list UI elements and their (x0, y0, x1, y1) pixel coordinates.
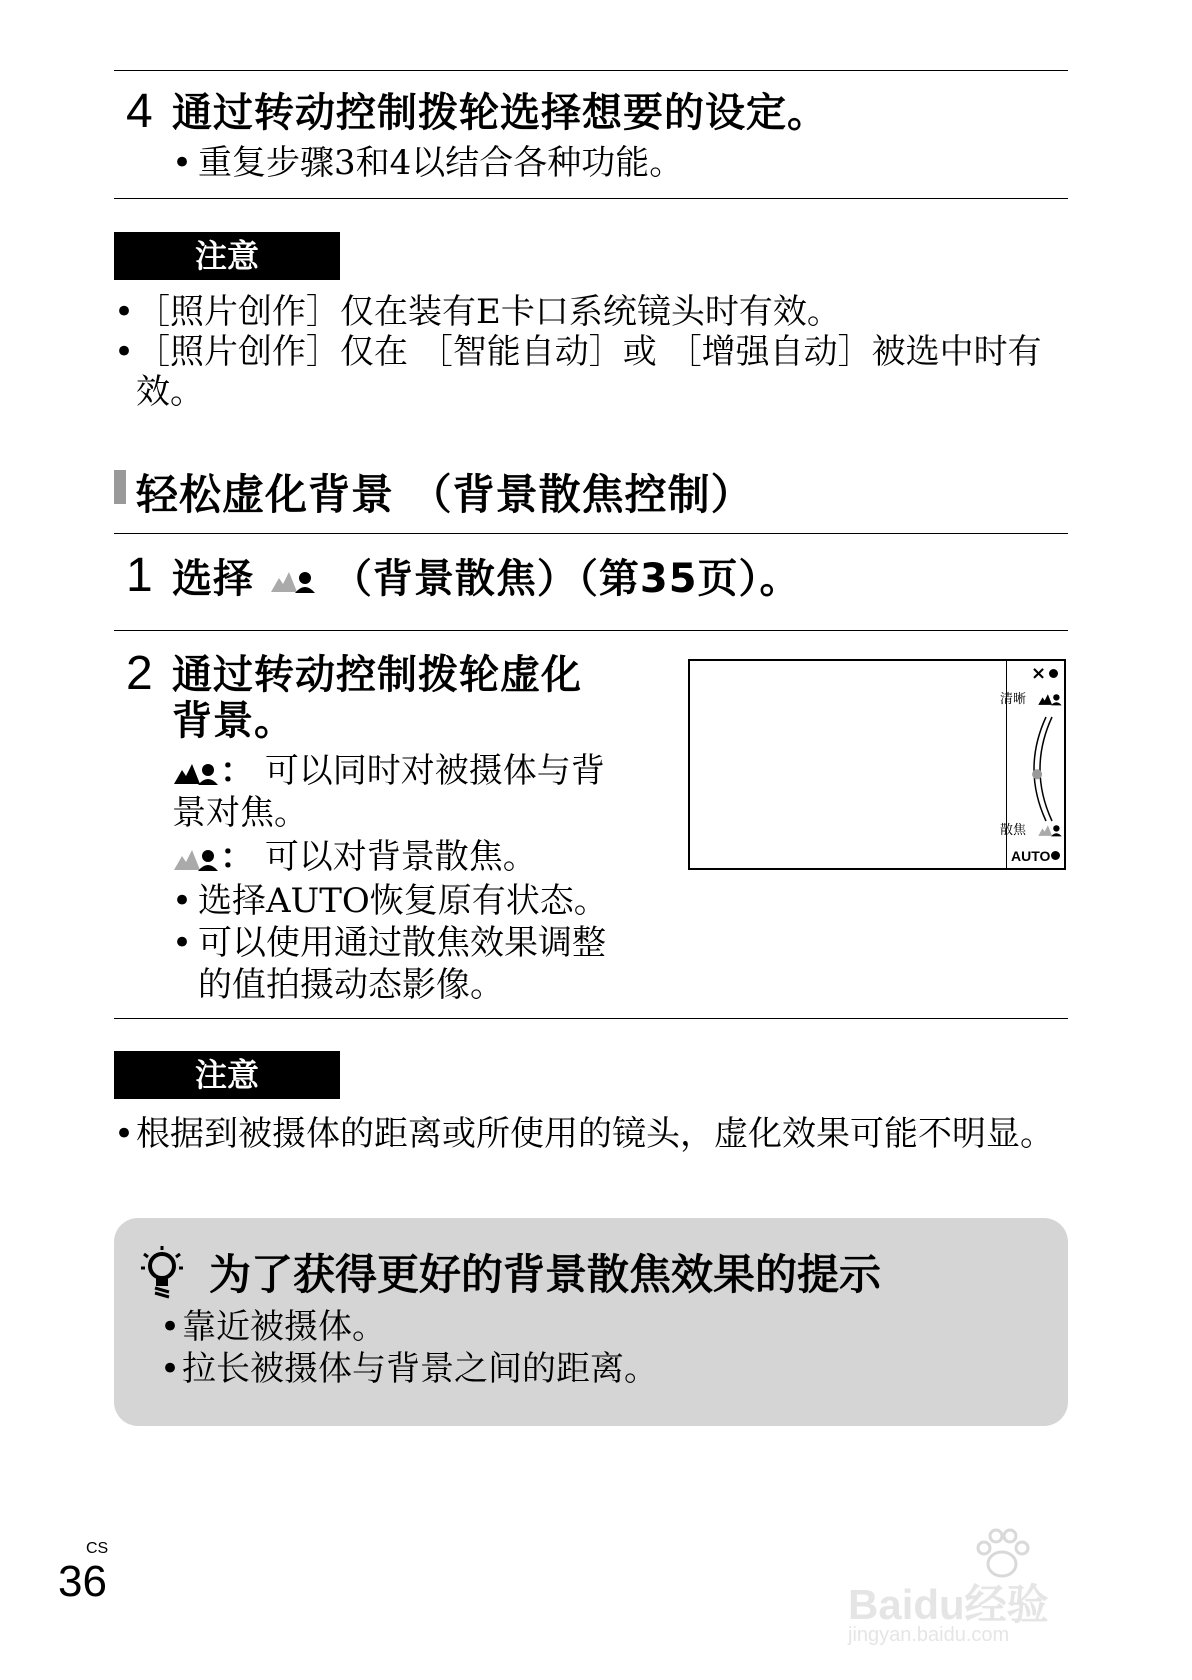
tip-item: • 拉长被摄体与背景之间的距离。 (160, 1348, 658, 1390)
close-symbol: × (1031, 663, 1047, 684)
sharp-desc-text: 可以同时对被摄体与背景对焦。 (172, 751, 605, 833)
background-defocus-icon (172, 844, 220, 874)
divider (114, 630, 1068, 631)
blur-desc-text: 可以对背景散焦。 (264, 837, 537, 877)
language-code: CS (86, 1540, 109, 1557)
sharp-background-icon (172, 758, 220, 788)
watermark-url: jingyan.baidu.com (848, 1624, 1010, 1646)
lightbulb-icon (140, 1244, 184, 1300)
note-list (114, 292, 1074, 412)
step-2-bullet: • 选择AUTO恢复原有状态。 (172, 880, 632, 922)
top-rule (114, 70, 1068, 71)
defocus-slider (1016, 713, 1066, 825)
step-2-number: 2 (126, 647, 153, 700)
step-1-title (172, 556, 801, 602)
blur-description: ： 可以对背景散焦。 (172, 836, 622, 878)
clear-label: 清晰 (1000, 692, 1027, 707)
watermark-brand: Baidu经验 (848, 1581, 1049, 1628)
camera-screen-illustration (688, 659, 1066, 870)
note-item: • ［照片创作］仅在 ［智能自动］或 ［增强自动］被选中时有效。 (114, 332, 1076, 412)
step-1-number: 1 (126, 549, 153, 602)
sharp-background-icon (1037, 691, 1063, 707)
tip-title: 为了获得更好的背景散焦效果的提示 (209, 1250, 882, 1299)
background-defocus-icon (269, 566, 317, 596)
step-4-number: 4 (126, 85, 153, 138)
divider (114, 533, 1068, 534)
sharp-description: ： 可以同时对被摄体与背景对焦。 (172, 751, 605, 833)
step-1-suffix: （背景散焦）（第35页）。 (331, 556, 801, 602)
note-item: • ［照片创作］仅在装有E卡口系统镜头时有效。 (114, 292, 1074, 332)
tip-list (160, 1306, 658, 1390)
tip-item: • 靠近被摄体。 (160, 1306, 658, 1348)
note-label: 注意 (114, 232, 340, 280)
slider-knob (1032, 769, 1042, 779)
note-label: 注意 (114, 1051, 340, 1099)
note-list (114, 1114, 1054, 1154)
baidu-watermark (842, 1528, 1142, 1648)
divider (114, 198, 1068, 199)
step-2-bullets (172, 880, 632, 1006)
defocus-label: 散焦 (1000, 823, 1027, 838)
step-2-bullet: • 可以使用通过散焦效果调整的值拍摄动态影像。 (172, 922, 632, 1006)
step-1-prefix: 选择 (172, 556, 254, 602)
step-2-title-line2: 背景。 (172, 698, 295, 744)
page-number: 36 (58, 1557, 107, 1606)
section-marker (114, 470, 126, 504)
step-4-title: 通过转动控制拨轮选择想要的设定。 (172, 90, 828, 136)
step-4-bullet: • 重复步骤3和4以结合各种功能。 (172, 142, 1192, 184)
section-title: 轻松虚化背景 （背景散焦控制） (136, 470, 754, 519)
auto-label: AUTO (1011, 848, 1051, 864)
step-2-title-line1: 通过转动控制拨轮虚化 (172, 652, 582, 698)
divider (114, 1018, 1068, 1019)
dial-dot-top (1049, 669, 1058, 678)
dial-dot-bottom (1051, 851, 1060, 860)
background-defocus-icon (1037, 822, 1063, 838)
tip-box (114, 1218, 1068, 1426)
note-item: • 根据到被摄体的距离或所使用的镜头，虚化效果可能不明显。 (114, 1114, 1054, 1154)
